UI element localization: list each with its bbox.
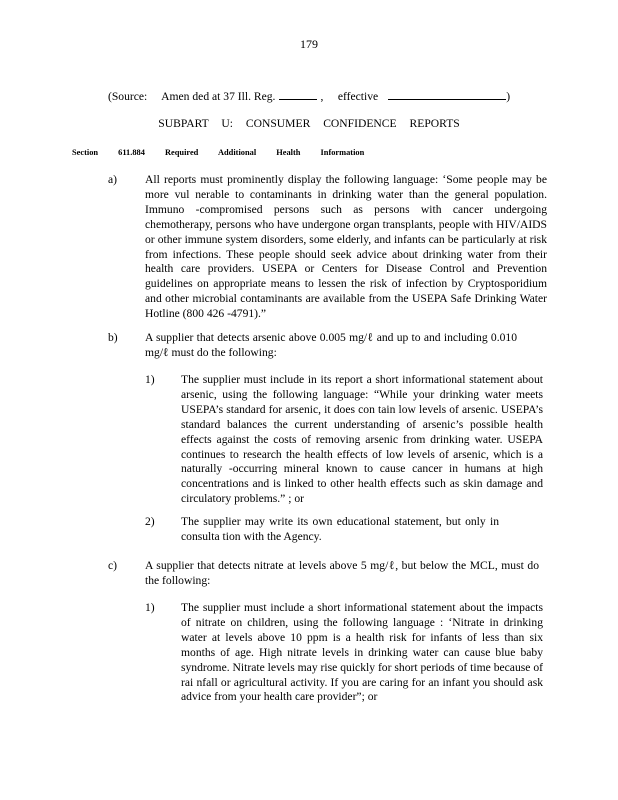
effective-date-blank xyxy=(388,88,506,100)
subitem-text-b2: The supplier may write its own educational statement, but only in consulta tion with the Agency. xyxy=(181,515,499,543)
page-number: 179 xyxy=(300,37,318,51)
subitem-label-b2: 2) xyxy=(145,515,155,528)
subitem-text-b1: The supplier must include in its report a short informational statement about arsenic, using the following language: “While your drinking water meets USEPA’s standard for arsenic, it does con tain low levels of arsenic. USEPA’s standard balances the current understanding of arsenic’s possible health effects against the costs of removing arsenic from drinking water. USEPA continues to research the health effects of low levels of arsenic, which is a naturally -occurring mineral known to cause cancer in humans at high concentrations and is linked to other health effects such as skin damage and circulatory problems.” ; or xyxy=(181,373,543,506)
item-text-c: A supplier that detects nitrate at levels above 5 mg/ℓ, but below the MCL, must do the following: xyxy=(145,559,539,587)
subitem-label-c1: 1) xyxy=(145,601,155,614)
subitem-text-c1: The supplier must include a short informational statement about the impacts of nitrate on children, using the following language : ‘Nitrate in drinking water at levels above 10 ppm is a health risk for infants of less than six months of age. High nitrate levels in drinking water can cause blue baby syndrome. Nitrate levels may rise quickly for short periods of time because of rai nfall or agricultural activity. If you are caring for an infant you should ask advice from your health care provider”; or xyxy=(181,601,543,704)
subpart-title: SUBPART U: CONSUMER CONFIDENCE REPORTS xyxy=(158,117,460,130)
source-close: ) xyxy=(506,90,511,103)
source-amended: Amen ded at 37 Ill. Reg. xyxy=(161,90,276,103)
item-label-a: a) xyxy=(108,173,118,186)
source-prefix: (Source: xyxy=(108,90,148,103)
source-note: (Source: Amen ded at 37 Ill. Reg. , effective ) xyxy=(108,90,511,103)
section-heading: Section 611.884 Required Additional Health Information xyxy=(72,148,365,157)
item-text-a: All reports must prominently display the following language: ‘Some people may be more vul nerable to contaminants in drinking water than the general population. Immuno -compromised persons such as persons with cancer undergoing chemotherapy, persons who have undergone organ transplants, people with HIV/AIDS or other immune system disorders, some elderly, and infants can be particularly at risk from infections. These people should seek advice about drinking water from their health care providers. USEPA or Centers for Disease Control and Prevention guidelines on appropriate means to lessen the risk of infection by Cryptosporidium and other microbial contaminants are available from the USEPA Safe Drinking Water Hotline (800 426 -4791).” xyxy=(145,173,547,321)
item-label-c: c) xyxy=(108,559,118,572)
date-blank xyxy=(279,88,317,100)
item-label-b: b) xyxy=(108,331,118,344)
subitem-label-b1: 1) xyxy=(145,373,155,386)
source-effective: effective xyxy=(337,90,379,103)
item-text-b: A supplier that detects arsenic above 0.005 mg/ℓ and up to and including 0.010 mg/ℓ must do the following: xyxy=(145,331,517,359)
